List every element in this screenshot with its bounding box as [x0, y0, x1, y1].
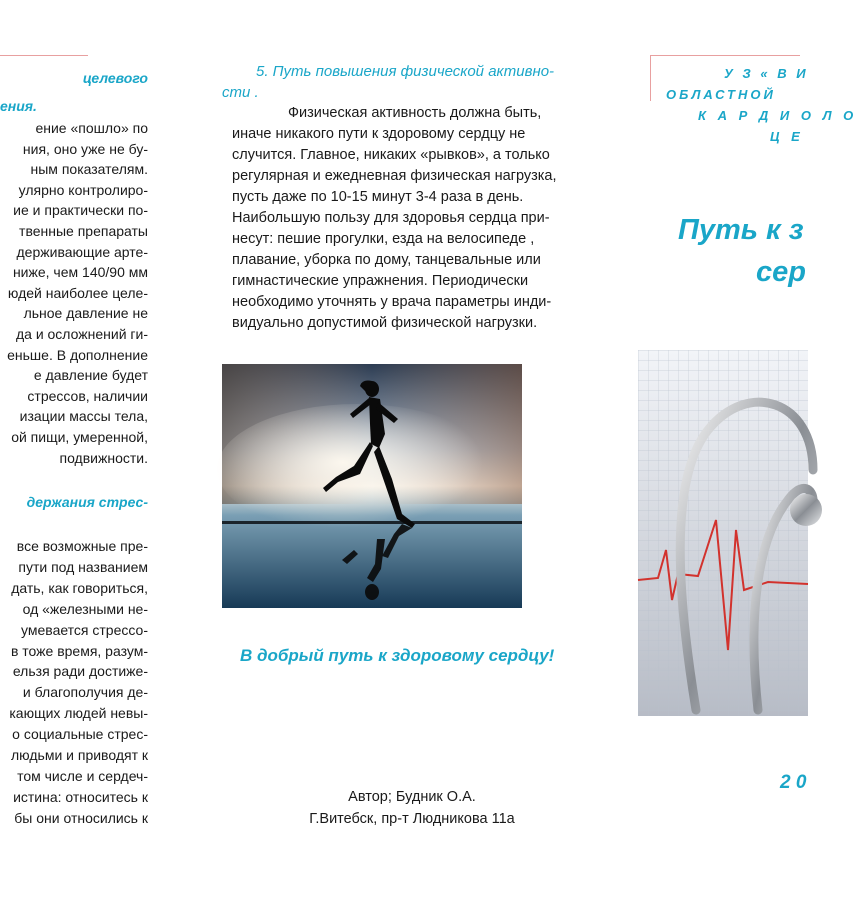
left-paragraph-1-line: улярно контролиро-: [18, 181, 148, 198]
top-rule: [0, 55, 88, 56]
author-name: Автор; Будник О.А.: [348, 789, 476, 805]
left-paragraph-1-line: е давление будет: [33, 367, 148, 384]
org-line-4: Ц Е: [770, 129, 804, 144]
left-paragraph-1-line: подвижности.: [59, 449, 148, 466]
left-heading-line-2: ения.: [0, 98, 37, 114]
activity-paragraph-line: Физическая активность должна быть,: [288, 105, 542, 121]
left-paragraph-1-line: стрессов, наличии: [27, 387, 148, 404]
frame-rule-top: [650, 55, 800, 56]
brochure-title-line-1: Путь к з: [678, 214, 804, 246]
left-paragraph-1-line: изации массы тела,: [19, 408, 148, 425]
left-paragraph-1-line: ой пищи, умеренной,: [11, 429, 148, 445]
left-heading-2: держания стрес-: [26, 494, 148, 510]
activity-paragraph-line: несут: пешие прогулки, езда на велосипеде ,: [232, 231, 535, 247]
frame-rule-left: [650, 55, 651, 101]
left-paragraph-2-line: бы они относились к: [14, 809, 148, 826]
left-paragraph-2-line: и благополучия де-: [22, 684, 148, 701]
left-paragraph-1-line: ным показателям.: [30, 161, 148, 178]
left-paragraph-2-line: ельзя ради достиже-: [12, 663, 148, 680]
activity-paragraph-line: иначе никакого пути к здоровому сердцу не: [232, 126, 526, 142]
slogan: В добрый путь к здоровому сердцу!: [240, 646, 555, 665]
activity-paragraph: [232, 103, 568, 334]
org-line-1: У З « В И: [724, 66, 809, 81]
left-paragraph-2-line: кающих людей невы-: [9, 705, 148, 722]
left-paragraph-1-line: льное давление не: [23, 305, 148, 322]
left-paragraph-1-line: еньше. В дополнение: [7, 346, 148, 363]
left-paragraph-2-line: умевается стрессо-: [21, 621, 148, 638]
left-paragraph-1-line: ение «пошло» по: [35, 120, 148, 136]
left-paragraph-2-line: людьми и приводят к: [11, 747, 148, 763]
left-paragraph-1-line: держивающие арте-: [16, 243, 148, 260]
section-heading: 5. Путь повышения физической активно- сти .: [222, 63, 555, 101]
brochure-title-line-2: сер: [756, 256, 806, 288]
stethoscope-ecg-photo: [638, 350, 808, 716]
left-paragraph-1-line: ниже, чем 140/90 мм: [12, 264, 148, 281]
address: Г.Витебск, пр-т Людникова 11а: [309, 811, 515, 827]
activity-paragraph-line: необходимо уточнять у врача параметры инди-: [232, 294, 552, 310]
activity-paragraph-line: случится. Главное, никаких «рывков», а только: [232, 147, 550, 163]
left-paragraph-2-line: истина: относитесь к: [13, 788, 148, 805]
activity-paragraph-line: видуально допустимой физической нагрузки.: [232, 315, 538, 331]
org-line-3: К А Р Д И О Л О: [698, 108, 857, 123]
left-paragraph-2-line: все возможные пре-: [16, 538, 148, 554]
middle-panel: [222, 0, 572, 900]
left-paragraph-2-line: том числе и сердеч-: [17, 767, 148, 784]
left-paragraph-2-line: дать, как говориться,: [11, 579, 148, 596]
left-paragraph-2-line: в тоже время, разум-: [10, 642, 148, 659]
left-paragraph-1-line: юдей наиболее целе-: [7, 284, 148, 301]
activity-paragraph-line: Наибольшую пользу для здоровья сердца при-: [232, 210, 550, 226]
left-paragraph-1-line: ния, оно уже не бу-: [22, 140, 148, 157]
activity-paragraph-line: регулярная и ежедневная физическая нагрузка,: [232, 168, 557, 184]
left-paragraph-2-line: од «железными не-: [22, 600, 148, 617]
left-panel: [0, 0, 150, 900]
left-heading-line-1: целевого: [82, 70, 148, 86]
right-panel: [636, 0, 857, 900]
year-label: 2 0: [780, 772, 807, 793]
left-paragraph-1-line: твенные препараты: [19, 223, 148, 239]
activity-paragraph-line: пусть даже по 10-15 минут 3-4 раза в день.: [232, 189, 524, 205]
left-paragraph-1-line: да и осложнений ги-: [15, 326, 148, 342]
left-paragraph-2-line: о социальные стрес-: [12, 726, 148, 743]
activity-paragraph-line: плавание, уборка по дому, танцевальные или: [232, 252, 541, 268]
left-paragraph-1-line: ие и практически по-: [13, 202, 148, 219]
left-paragraph-2-line: пути под названием: [18, 558, 148, 575]
author-block: [222, 786, 602, 830]
activity-paragraph-line: гимнастические упражнения. Периодически: [232, 273, 529, 289]
runner-photo: [222, 364, 522, 608]
org-line-2: ОБЛАСТНОЙ: [666, 87, 776, 102]
